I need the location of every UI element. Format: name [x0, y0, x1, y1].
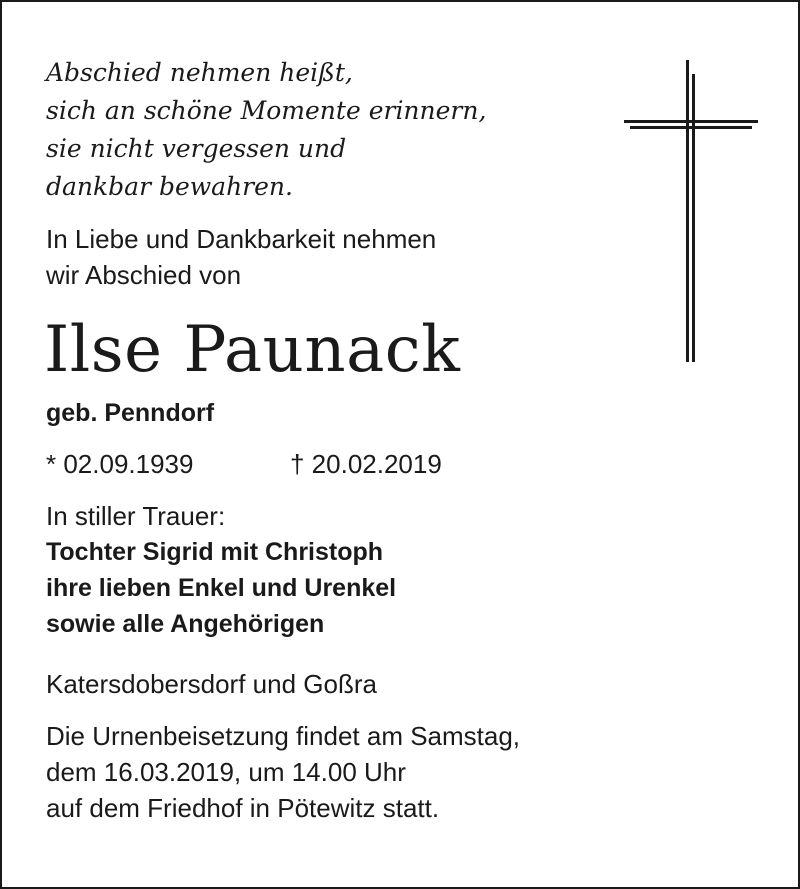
intro-line: wir Abschied von	[46, 260, 242, 290]
birth-date: * 02.09.1939	[46, 449, 194, 479]
burial-announcement	[46, 718, 520, 826]
quote-line: sich an schöne Momente erinnern,	[46, 96, 487, 125]
mourner-line: sowie alle Angehörigen	[46, 610, 325, 638]
maiden-name: geb. Penndorf	[46, 399, 215, 427]
death-date: † 20.02.2019	[290, 449, 442, 479]
deceased-name: Ilse Paunack	[44, 313, 461, 387]
places-of-residence: Katersdobersdorf und Goßra	[46, 669, 377, 699]
memorial-quote	[46, 54, 486, 206]
mourner-line: ihre lieben Enkel und Urenkel	[46, 574, 397, 602]
quote-line: Abschied nehmen heißt,	[46, 58, 353, 87]
life-dates	[46, 446, 442, 482]
quote-line: sie nicht vergessen und	[46, 134, 347, 163]
mourners-list	[46, 534, 396, 642]
mourner-line: Tochter Sigrid mit Christoph	[46, 538, 384, 566]
ceremony-line: auf dem Friedhof in Pötewitz statt.	[46, 793, 440, 823]
cross-vertical-outer	[686, 60, 689, 362]
christian-cross-icon	[624, 60, 758, 362]
quote-line: dankbar bewahren.	[46, 172, 293, 201]
ceremony-line: dem 16.03.2019, um 14.00 Uhr	[46, 757, 406, 787]
mourners-label: In stiller Trauer:	[46, 501, 226, 531]
cross-horizontal-lower	[630, 126, 752, 129]
cross-vertical-inner	[692, 74, 695, 362]
intro-line: In Liebe und Dankbarkeit nehmen	[46, 224, 437, 254]
intro-text	[46, 221, 436, 293]
ceremony-line: Die Urnenbeisetzung findet am Samstag,	[46, 721, 521, 751]
cross-horizontal-upper	[624, 120, 758, 123]
